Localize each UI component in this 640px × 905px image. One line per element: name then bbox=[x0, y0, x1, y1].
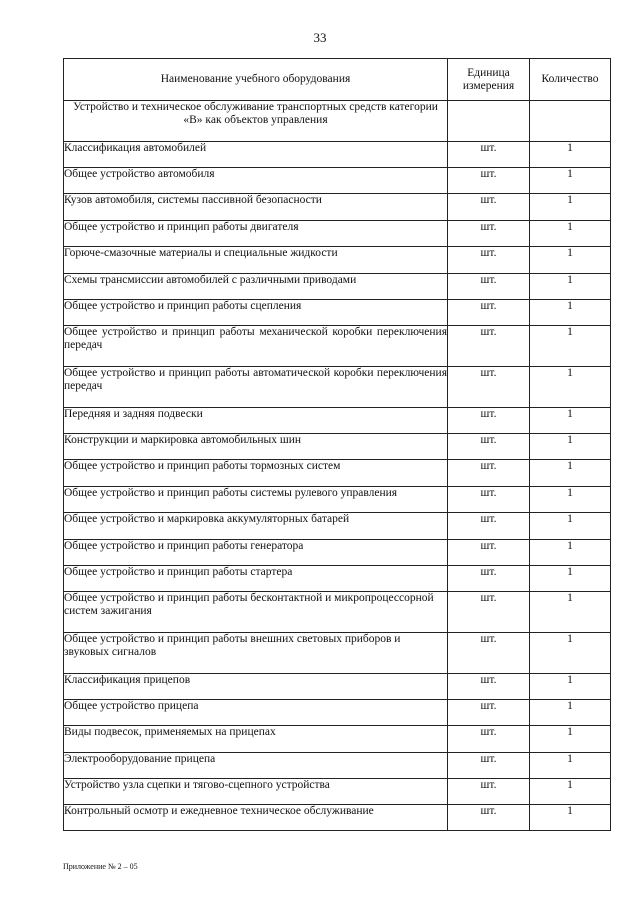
quantity-cell: 1 bbox=[530, 566, 611, 592]
equipment-name: Классификация прицепов bbox=[64, 674, 448, 700]
unit-cell: шт. bbox=[448, 408, 530, 434]
equipment-name: Схемы трансмиссии автомобилей с различными приводами bbox=[64, 274, 448, 300]
quantity-cell: 1 bbox=[530, 247, 611, 274]
unit-cell: шт. bbox=[448, 168, 530, 194]
quantity-cell: 1 bbox=[530, 726, 611, 753]
unit-cell: шт. bbox=[448, 753, 530, 779]
table-row bbox=[64, 168, 611, 194]
header-qty: Количество bbox=[530, 59, 611, 101]
quantity-cell: 1 bbox=[530, 753, 611, 779]
unit-cell: шт. bbox=[448, 592, 530, 633]
equipment-name: Общее устройство и принцип работы бесконтактной и микропроцессорной систем зажигания bbox=[64, 592, 448, 633]
equipment-name: Общее устройство и принцип работы генератора bbox=[64, 540, 448, 566]
equipment-name: Общее устройство и принцип работы стартера bbox=[64, 566, 448, 592]
unit-cell: шт. bbox=[448, 566, 530, 592]
quantity-cell: 1 bbox=[530, 408, 611, 434]
table-row bbox=[64, 726, 611, 753]
equipment-name: Передняя и задняя подвески bbox=[64, 408, 448, 434]
table-row bbox=[64, 633, 611, 674]
section-unit-cell bbox=[448, 101, 530, 142]
table-row bbox=[64, 460, 611, 487]
table-row bbox=[64, 221, 611, 247]
quantity-cell: 1 bbox=[530, 460, 611, 487]
table-row bbox=[64, 247, 611, 274]
unit-cell: шт. bbox=[448, 540, 530, 566]
unit-cell: шт. bbox=[448, 142, 530, 168]
equipment-name: Общее устройство и принцип работы системы рулевого управления bbox=[64, 487, 448, 513]
table-row bbox=[64, 566, 611, 592]
header-name: Наименование учебного оборудования bbox=[64, 59, 448, 101]
unit-cell: шт. bbox=[448, 326, 530, 367]
table-row bbox=[64, 326, 611, 367]
unit-cell: шт. bbox=[448, 434, 530, 460]
quantity-cell: 1 bbox=[530, 779, 611, 805]
table-row bbox=[64, 487, 611, 513]
unit-cell: шт. bbox=[448, 460, 530, 487]
equipment-name: Общее устройство прицепа bbox=[64, 700, 448, 726]
unit-cell: шт. bbox=[448, 633, 530, 674]
quantity-cell: 1 bbox=[530, 367, 611, 408]
table-row bbox=[64, 779, 611, 805]
quantity-cell: 1 bbox=[530, 142, 611, 168]
unit-cell: шт. bbox=[448, 221, 530, 247]
equipment-name: Общее устройство и принцип работы автоматической коробки переключения передач bbox=[64, 367, 448, 408]
equipment-name: Электрооборудование прицепа bbox=[64, 753, 448, 779]
equipment-name: Устройство узла сцепки и тягово-сцепного устройства bbox=[64, 779, 448, 805]
unit-cell: шт. bbox=[448, 726, 530, 753]
quantity-cell: 1 bbox=[530, 633, 611, 674]
equipment-name: Общее устройство и маркировка аккумуляторных батарей bbox=[64, 513, 448, 540]
quantity-cell: 1 bbox=[530, 700, 611, 726]
unit-cell: шт. bbox=[448, 805, 530, 831]
section-title: Устройство и техническое обслуживание транспортных средств категории «В» как объектов управления bbox=[64, 101, 448, 142]
footer-note: Приложение № 2 – 05 bbox=[63, 862, 138, 871]
quantity-cell: 1 bbox=[530, 326, 611, 367]
quantity-cell: 1 bbox=[530, 300, 611, 326]
quantity-cell: 1 bbox=[530, 274, 611, 300]
unit-cell: шт. bbox=[448, 487, 530, 513]
table-row bbox=[64, 700, 611, 726]
unit-cell: шт. bbox=[448, 300, 530, 326]
header-unit: Единица измерения bbox=[448, 59, 530, 101]
table-row bbox=[64, 674, 611, 700]
unit-cell: шт. bbox=[448, 674, 530, 700]
section-qty-cell bbox=[530, 101, 611, 142]
equipment-table bbox=[63, 58, 611, 831]
table-row bbox=[64, 142, 611, 168]
quantity-cell: 1 bbox=[530, 221, 611, 247]
table-row bbox=[64, 434, 611, 460]
unit-cell: шт. bbox=[448, 513, 530, 540]
equipment-name: Общее устройство и принцип работы механической коробки переключения передач bbox=[64, 326, 448, 367]
quantity-cell: 1 bbox=[530, 194, 611, 221]
equipment-name: Кузов автомобиля, системы пассивной безопасности bbox=[64, 194, 448, 221]
quantity-cell: 1 bbox=[530, 487, 611, 513]
quantity-cell: 1 bbox=[530, 592, 611, 633]
table-row bbox=[64, 408, 611, 434]
table-row bbox=[64, 805, 611, 831]
page-number: 33 bbox=[313, 30, 327, 45]
table-row bbox=[64, 367, 611, 408]
equipment-name: Виды подвесок, применяемых на прицепах bbox=[64, 726, 448, 753]
section-row bbox=[64, 101, 611, 142]
table-row bbox=[64, 540, 611, 566]
equipment-name: Общее устройство и принцип работы тормозных систем bbox=[64, 460, 448, 487]
equipment-name: Общее устройство автомобиля bbox=[64, 168, 448, 194]
unit-cell: шт. bbox=[448, 779, 530, 805]
unit-cell: шт. bbox=[448, 274, 530, 300]
equipment-name: Горюче-смазочные материалы и специальные жидкости bbox=[64, 247, 448, 274]
unit-cell: шт. bbox=[448, 367, 530, 408]
unit-cell: шт. bbox=[448, 247, 530, 274]
unit-cell: шт. bbox=[448, 194, 530, 221]
equipment-name: Классификация автомобилей bbox=[64, 142, 448, 168]
table-row bbox=[64, 513, 611, 540]
table-row bbox=[64, 300, 611, 326]
equipment-name: Общее устройство и принцип работы двигателя bbox=[64, 221, 448, 247]
table-row bbox=[64, 194, 611, 221]
table-row bbox=[64, 592, 611, 633]
unit-cell: шт. bbox=[448, 700, 530, 726]
equipment-name: Общее устройство и принцип работы сцепления bbox=[64, 300, 448, 326]
quantity-cell: 1 bbox=[530, 168, 611, 194]
quantity-cell: 1 bbox=[530, 540, 611, 566]
equipment-name: Контрольный осмотр и ежедневное техническое обслуживание bbox=[64, 805, 448, 831]
table-row bbox=[64, 274, 611, 300]
quantity-cell: 1 bbox=[530, 513, 611, 540]
quantity-cell: 1 bbox=[530, 434, 611, 460]
equipment-name: Конструкции и маркировка автомобильных шин bbox=[64, 434, 448, 460]
table-row bbox=[64, 753, 611, 779]
equipment-name: Общее устройство и принцип работы внешних световых приборов и звуковых сигналов bbox=[64, 633, 448, 674]
quantity-cell: 1 bbox=[530, 674, 611, 700]
table-header-row bbox=[64, 59, 611, 101]
quantity-cell: 1 bbox=[530, 805, 611, 831]
